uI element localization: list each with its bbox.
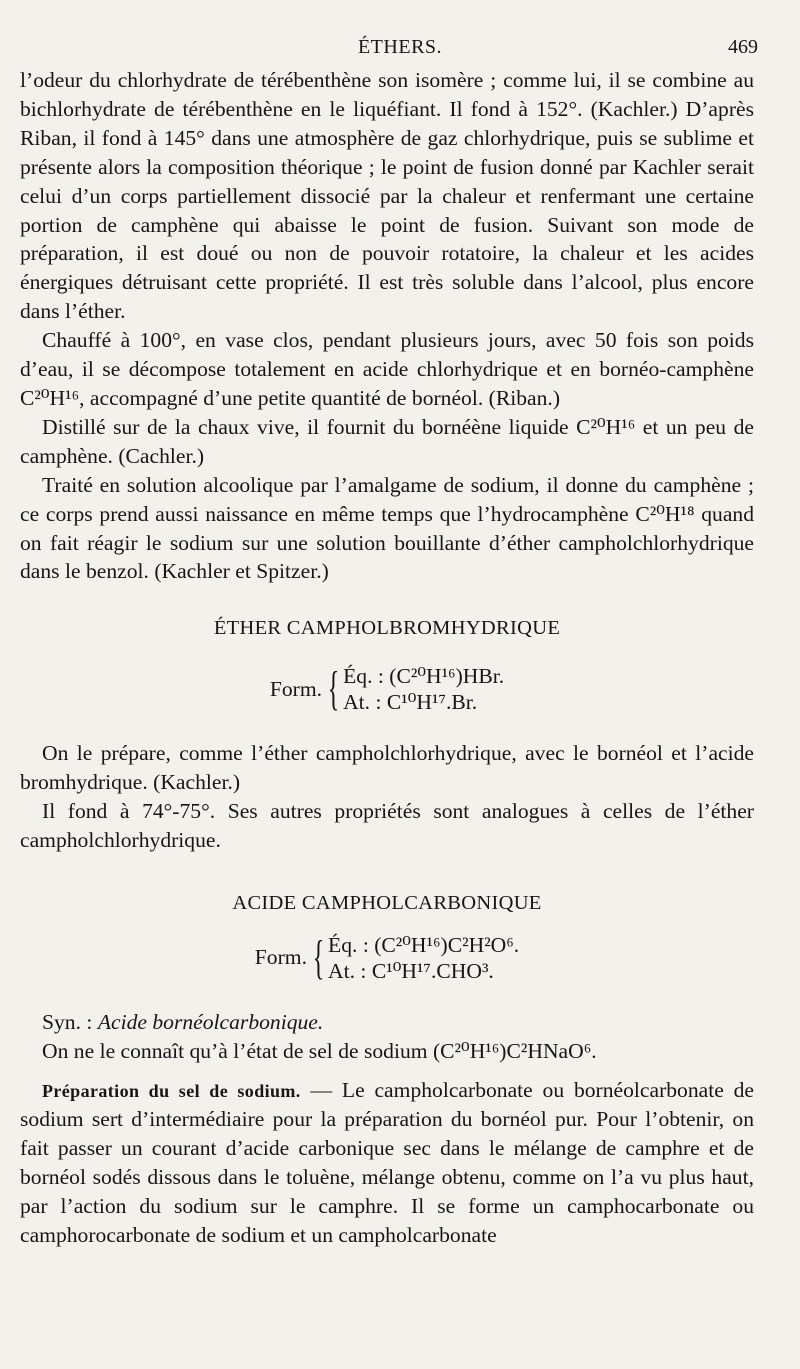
run-in-heading: Préparation du sel de sodium. bbox=[42, 1080, 301, 1101]
formula-equivalent: Éq. : (C²⁰H¹⁶)C²H²O⁶. bbox=[328, 932, 520, 957]
running-title: ÉTHERS. bbox=[357, 36, 443, 58]
formula-equivalent: Éq. : (C²⁰H¹⁶)HBr. bbox=[343, 664, 505, 689]
paragraph: Distillé sur de la chaux vive, il fournit du bornéène liquide C²⁰H¹⁶ et un peu de camphène. (Cachler.) bbox=[20, 414, 754, 468]
brace-glyph: { bbox=[312, 930, 325, 984]
paragraph: On le prépare, comme l’éther campholchlorhydrique, avec le bornéol et l’acide bromhydrique. (Kachler.) bbox=[20, 741, 754, 795]
preparation-text: — Le campholcarbonate ou bornéolcarbonate de sodium sert d’intermédiaire pour la préparation du bornéol pur. Pour l’obtenir, on fait passer un courant d’acide carbonique sec dans le mélange de camphre et de bornéol sodés dissous dans le toluène, mélange obtenu, comme on l’a vu plus haut, par l’action du sodium sur le camphre. Il se forme un camphocarbonate ou camphorocarbonate de sodium et un campholcarbonate bbox=[20, 1077, 754, 1248]
text-body bbox=[20, 66, 754, 1250]
formula-label: Form. bbox=[254, 945, 307, 970]
formula-atomic: At. : C¹⁰H¹⁷.Br. bbox=[343, 690, 478, 715]
formula-label: Form. bbox=[269, 676, 323, 701]
page-number: 469 bbox=[728, 36, 758, 58]
paragraph: Chauffé à 100°, en vase clos, pendant plusieurs jours, avec 50 fois son poids d’eau, il se décompose totalement en acide chlorhydrique et en bornéo-camphène C²⁰H¹⁶, accompagné d’une petite quantité de bornéol. (Riban.) bbox=[20, 328, 754, 410]
paragraph: On ne le connaît qu’à l’état de sel de sodium (C²⁰H¹⁶)C²HNaO⁶. bbox=[42, 1038, 597, 1063]
synonym-label: Syn. : bbox=[42, 1009, 93, 1034]
formula-block bbox=[20, 663, 754, 715]
paragraph: l’odeur du chlorhydrate de térébenthène son isomère ; comme lui, il se combine au bichlorhydrate de térébenthène en le liquéfiant. Il fond à 152°. (Kachler.) D’après Riban, il fond à 145° dans une atmosphère de gaz chlorhydrique, puis se sublime et présente alors la composition théorique ; le point de fusion donné par Kachler serait celui d’un corps partiellement dissocié par la chaleur et renfermant une certaine portion de camphène qui abaisse le point de fusion. Suivant son mode de préparation, il est doué ou non de pouvoir rotatoire, la chaleur et les acides énergiques détruisant cette propriété. Il est très soluble dans l’alcool, plus encore dans l’éther. bbox=[20, 68, 754, 324]
formula-block bbox=[20, 932, 754, 984]
paragraph: Traité en solution alcoolique par l’amalgame de sodium, il donne du camphène ; ce corps prend aussi naissance en même temps que l’hydrocamphène C²⁰H¹⁸ quand on fait réagir le sodium sur une solution bouillante d’éther campholchlorhydrique dans le benzol. (Kachler et Spitzer.) bbox=[20, 472, 754, 584]
section-heading: ÉTHER CAMPHOLBROMHYDRIQUE bbox=[213, 617, 561, 640]
section-heading: ACIDE CAMPHOLCARBONIQUE bbox=[232, 891, 542, 914]
paragraph: Il fond à 74°-75°. Ses autres propriétés sont analogues à celles de l’éther campholchlorhydrique. bbox=[20, 799, 754, 852]
synonym-value: Acide bornéolcarbonique. bbox=[97, 1009, 324, 1034]
preparation-paragraph bbox=[20, 1076, 754, 1250]
formula-atomic: At. : C¹⁰H¹⁷.CHO³. bbox=[328, 958, 494, 983]
running-header bbox=[0, 36, 800, 66]
synonym-line bbox=[20, 1008, 754, 1037]
brace-glyph: { bbox=[327, 662, 340, 716]
